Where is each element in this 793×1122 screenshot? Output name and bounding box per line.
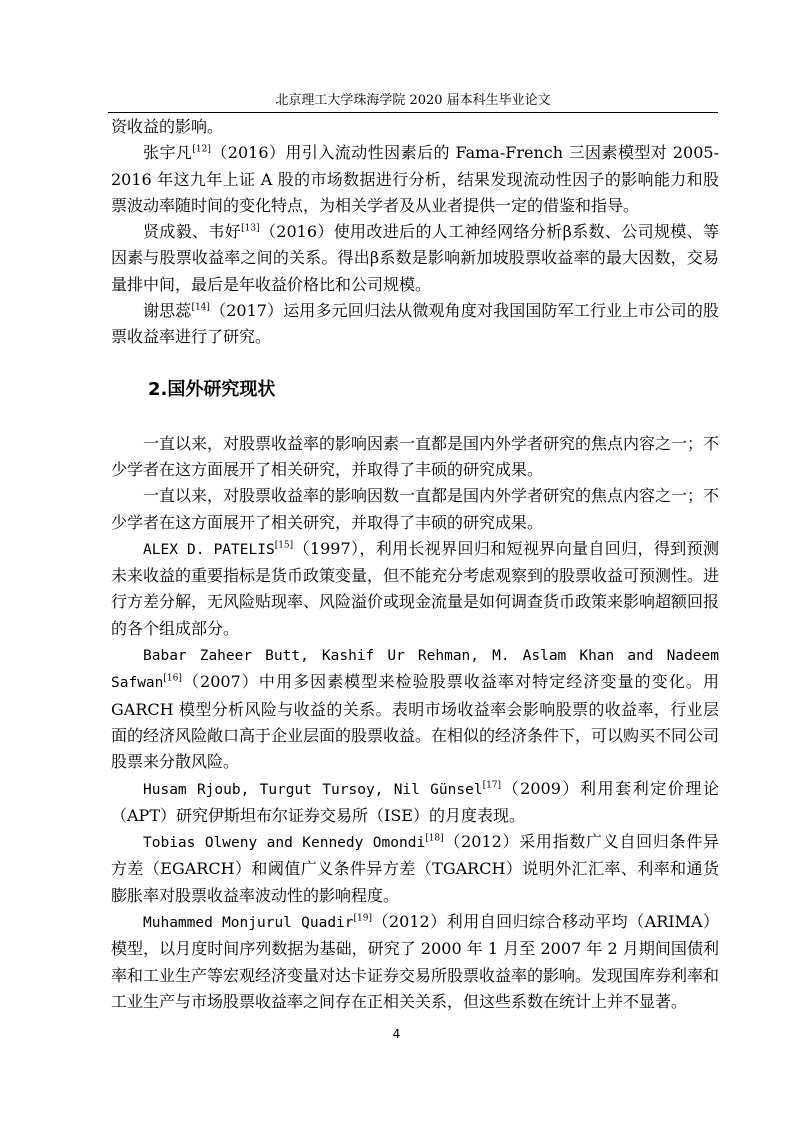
- citation-author: 谢思蕊: [143, 301, 192, 321]
- citation-paragraph: [111, 642, 719, 775]
- citation-text: （2012）利用自回归综合移动平均（ARIMA）模型，以月度时间序列数据为基础，研究了 2000 年 1 月至 2007 年 2 月期间国债利率和工业生产等宏观经济变量对达卡证券交易所股票收益率的影响。发现国库券利率和工业生产与市场股票收益率之间存在正相关关系，但这些系数在统计上并不显著。: [111, 912, 720, 1011]
- citation-ref: [14]: [191, 302, 210, 313]
- citation-author: Husam Rjoub, Turgut Tursoy, Nil Günsel: [143, 781, 483, 798]
- section-heading: 2.国外研究现状: [148, 378, 276, 400]
- citation-text: （2016）用引入流动性因素后的 Fama-French 三因素模型对 2005-2016 年这九年上证 A 股的市场数据进行分析，结果发现流动性因子的影响能力和股票波动率随时间的变化特点，为相关学者及从业者提供一定的借鉴和指导。: [111, 143, 719, 215]
- citation-ref: [18]: [425, 833, 444, 844]
- citation-paragraph: [111, 909, 719, 1015]
- citation-paragraph: [111, 776, 719, 830]
- citation-text: （2012）采用指数广义自回归条件异方差（EGARCH）和阈值广义条件异方差（TGARCH）说明外汇汇率、利率和通货膨胀率对股票收益率波动性的影响程度。: [111, 832, 719, 905]
- citation-text: （2017）运用多元回归法从微观角度对我国国防军工行业上市公司的股票收益率进行了研究。: [111, 301, 719, 347]
- citation-text: （2007）中用多因素模型来检验股票收益率对特定经济变量的变化。用 GARCH 模型分析风险与收益的关系。表明市场收益率会影响股票的收益率，行业层面的经济风险敞口高于企业层面的股票收益。在相似的经济条件下，可以购买不同公司股票来分散风险。: [111, 672, 720, 772]
- citation-author: 张宇凡: [143, 143, 193, 163]
- citation-author: Muhammed Monjurul Quadir: [143, 915, 354, 932]
- citation-text: （2016）使用改进后的人工神经网络分析β系数、公司规模、等因素与股票收益率之间的关系。得出β系数是影响新加坡股票收益率的最大因数，交易量排中间，最后是年收益价格比和公司规模。: [111, 222, 719, 294]
- paragraph-continued: 资收益的影响。: [111, 117, 224, 136]
- running-header: 北京理工大学珠海学院 2020 届本科生毕业论文: [275, 93, 551, 108]
- citation-paragraph: [111, 536, 719, 642]
- citation-ref: [12]: [192, 144, 211, 155]
- citation-text: （2009）利用套利定价理论（APT）研究伊斯坦布尔证券交易所（ISE）的月度表现。: [111, 778, 719, 825]
- page-number: 4: [392, 1027, 401, 1041]
- citation-author: ALEX D. PATELIS: [143, 541, 275, 558]
- citation-paragraph: [111, 829, 719, 909]
- citation-ref: [15]: [274, 540, 294, 551]
- intro-paragraph: 一直以来，对股票收益率的影响因素一直都是国内外学者研究的焦点内容之一；不少学者在这方面展开了相关研究，并取得了丰硕的研究成果。: [111, 433, 720, 479]
- citation-paragraph: [111, 219, 719, 298]
- citation-ref: [19]: [353, 913, 372, 924]
- citation-paragraph: [111, 140, 719, 219]
- intro-paragraph: 一直以来，对股票收益率的影响因数一直都是国内外学者研究的焦点内容之一；不少学者在这方面展开了相关研究，并取得了丰硕的研究成果。: [111, 486, 720, 532]
- citation-paragraph: [111, 298, 719, 351]
- citation-author: Tobias Olweny and Kennedy Omondi: [143, 835, 426, 852]
- citation-ref: [13]: [241, 223, 260, 234]
- header-rule: [108, 112, 718, 113]
- citation-author: Babar Zaheer Butt, Kashif Ur Rehman, M. Aslam Khan and Nadeem Safwan: [111, 648, 719, 692]
- citation-author: 贤成毅、韦好: [143, 222, 242, 242]
- citation-text: （1997），利用长视界回归和短视界向量自回归，得到预测未来收益的重要指标是货币政策变量，但不能充分考虑观察到的股票收益可预测性。进行方差分解，无风险贴现率、风险溢价或现金流量是如何调查货币政策来影响超额回报的各个组成部分。: [111, 538, 720, 638]
- citation-ref: [16]: [163, 674, 182, 685]
- citation-ref: [17]: [482, 780, 502, 791]
- page-body: [111, 114, 719, 1015]
